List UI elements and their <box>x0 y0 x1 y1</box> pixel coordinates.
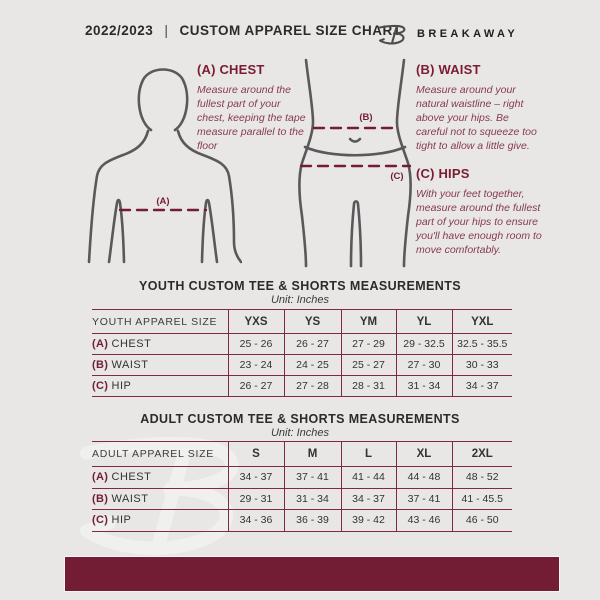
footer-bar <box>64 556 560 592</box>
size-col-2xl: 2XL <box>452 442 512 467</box>
page-title: CUSTOM APPAREL SIZE CHART <box>179 22 402 38</box>
value-cell: 34 - 37 <box>228 467 284 489</box>
value-cell: 26 - 27 <box>284 334 341 355</box>
size-col-yxs: YXS <box>228 310 284 334</box>
youth-chest-row <box>92 334 512 355</box>
value-cell: 31 - 34 <box>284 488 341 510</box>
chest-guide <box>197 62 309 154</box>
value-cell: 34 - 37 <box>341 488 396 510</box>
value-cell: 46 - 50 <box>452 510 512 532</box>
adult-hip-row <box>92 510 512 532</box>
waist-instructions: Measure around your natural waistline – right above your hips. Be careful not to squeeze too tight to allow a little give. <box>416 84 537 152</box>
chest-marker-label: (A) <box>156 196 170 207</box>
value-cell: 34 - 37 <box>452 376 512 397</box>
value-cell: 31 - 34 <box>396 376 452 397</box>
row-label-cell: (C) HIP <box>92 510 228 532</box>
season-label: 2022/2023 <box>85 22 154 38</box>
lower-body-figure <box>292 58 418 268</box>
size-col-s: S <box>228 442 284 467</box>
hips-heading: (C) HIPS <box>416 166 470 181</box>
value-cell: 41 - 44 <box>341 467 396 489</box>
value-cell: 29 - 31 <box>228 488 284 510</box>
value-cell: 30 - 33 <box>452 355 512 376</box>
waist-guide <box>416 62 538 154</box>
chest-heading: (A) CHEST <box>197 62 265 77</box>
value-cell: 25 - 26 <box>228 334 284 355</box>
value-cell: 23 - 24 <box>228 355 284 376</box>
value-cell: 28 - 31 <box>341 376 396 397</box>
value-cell: 44 - 48 <box>396 467 452 489</box>
breakaway-logo-icon <box>377 20 411 48</box>
value-cell: 48 - 52 <box>452 467 512 489</box>
value-cell: 27 - 29 <box>341 334 396 355</box>
size-col-l: L <box>341 442 396 467</box>
youth-size-label: YOUTH APPAREL SIZE <box>92 310 228 334</box>
size-col-ym: YM <box>341 310 396 334</box>
youth-header-row <box>92 310 512 334</box>
youth-waist-row <box>92 355 512 376</box>
value-cell: 27 - 30 <box>396 355 452 376</box>
value-cell: 41 - 45.5 <box>452 488 512 510</box>
adult-size-label: ADULT APPAREL SIZE <box>92 442 228 467</box>
page-header <box>85 22 401 38</box>
hips-guide <box>416 166 542 258</box>
value-cell: 34 - 36 <box>228 510 284 532</box>
value-cell: 25 - 27 <box>341 355 396 376</box>
value-cell: 27 - 28 <box>284 376 341 397</box>
row-label-cell: (A) CHEST <box>92 334 228 355</box>
row-label-cell: (C) HIP <box>92 376 228 397</box>
row-label-cell: (B) WAIST <box>92 355 228 376</box>
adult-header-row <box>92 442 512 467</box>
hips-instructions: With your feet together, measure around the fullest part of your hips to ensure you'll have enough room to move comfortably. <box>416 188 542 256</box>
value-cell: 26 - 27 <box>228 376 284 397</box>
adult-table-unit: Unit: Inches <box>270 427 330 439</box>
adult-size-table <box>92 441 512 532</box>
size-col-yl: YL <box>396 310 452 334</box>
value-cell: 37 - 41 <box>396 488 452 510</box>
row-label-cell: (A) CHEST <box>92 467 228 489</box>
value-cell: 24 - 25 <box>284 355 341 376</box>
size-col-yxl: YXL <box>452 310 512 334</box>
value-cell: 36 - 39 <box>284 510 341 532</box>
value-cell: 29 - 32.5 <box>396 334 452 355</box>
adult-waist-row <box>92 488 512 510</box>
waist-heading: (B) WAIST <box>416 62 481 77</box>
row-label-cell: (B) WAIST <box>92 488 228 510</box>
youth-table-unit: Unit: Inches <box>270 294 330 306</box>
value-cell: 39 - 42 <box>341 510 396 532</box>
chest-instructions: Measure around the fullest part of your chest, keeping the tape measure parallel to the floor <box>197 84 306 152</box>
value-cell: 32.5 - 35.5 <box>452 334 512 355</box>
youth-hip-row <box>92 376 512 397</box>
brand-wordmark: BREAKAWAY <box>417 28 519 40</box>
adult-chest-row <box>92 467 512 489</box>
waist-marker-label: (B) <box>359 112 373 123</box>
value-cell: 37 - 41 <box>284 467 341 489</box>
hips-marker-label: (C) <box>390 171 404 182</box>
size-col-xl: XL <box>396 442 452 467</box>
header-divider: | <box>164 22 169 38</box>
youth-table-title: YOUTH CUSTOM TEE & SHORTS MEASUREMENTS <box>139 279 461 293</box>
youth-size-table <box>92 309 512 397</box>
size-col-ys: YS <box>284 310 341 334</box>
value-cell: 43 - 46 <box>396 510 452 532</box>
adult-table-title: ADULT CUSTOM TEE & SHORTS MEASUREMENTS <box>140 412 460 426</box>
size-col-m: M <box>284 442 341 467</box>
